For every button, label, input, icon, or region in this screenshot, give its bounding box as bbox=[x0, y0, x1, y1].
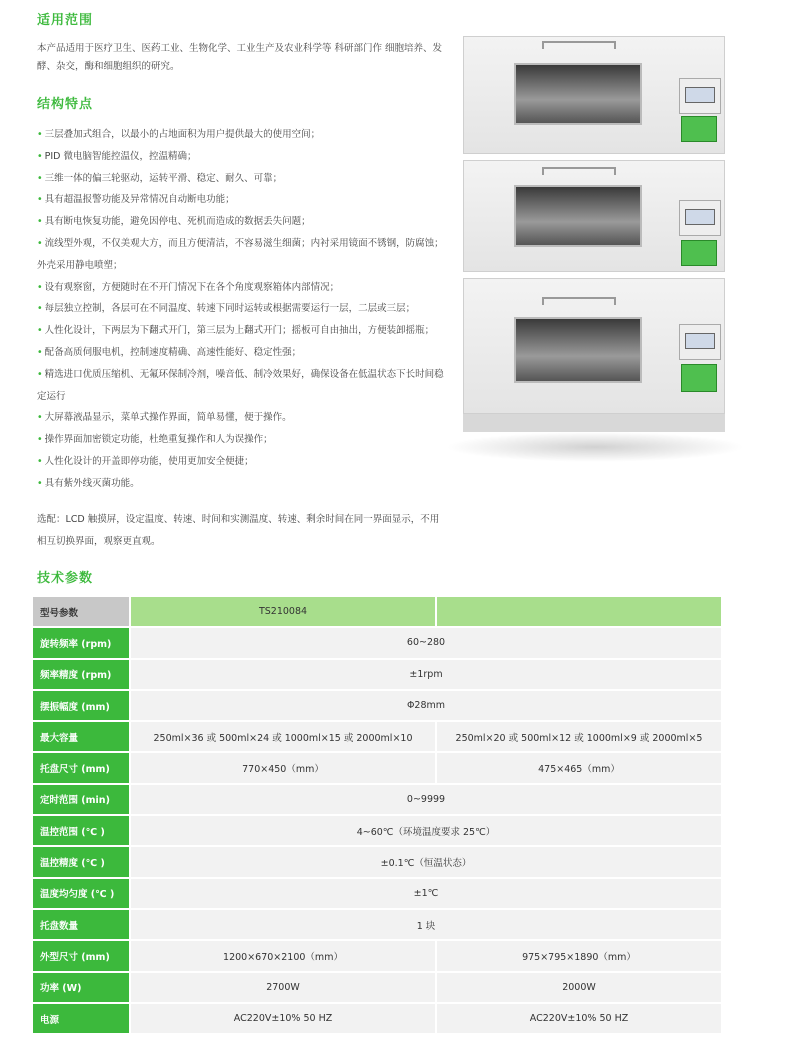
incubator-base bbox=[463, 414, 725, 432]
feature-item: • PID 微电脑智能控温仪，控温精确； bbox=[37, 150, 197, 162]
product-image bbox=[455, 28, 740, 468]
row-label: 电源 bbox=[33, 1003, 130, 1034]
row-label: 摆振幅度 (mm) bbox=[33, 690, 130, 721]
table-header-row bbox=[33, 597, 721, 627]
door-handle bbox=[542, 297, 616, 305]
row-value: 250ml×36 或 500ml×24 或 1000ml×15 或 2000ml×10 bbox=[130, 721, 436, 752]
structure-heading: 结构特点 bbox=[37, 97, 94, 112]
row-label: 频率精度 (rpm) bbox=[33, 659, 130, 690]
door-handle bbox=[542, 167, 616, 175]
feature-item: • 精选进口优质压缩机、无氟环保制冷剂，噪音低、制冷效果好，确保设备在低温状态下长时间稳定运行 bbox=[37, 368, 444, 402]
row-value: 0~9999 bbox=[130, 784, 721, 815]
table-row bbox=[33, 940, 721, 971]
feature-item: • 人性化设计的开盖即停功能，使用更加安全便捷； bbox=[37, 455, 254, 467]
row-label: 最大容量 bbox=[33, 721, 130, 752]
feature-item: • 具有超温报警功能及异常情况自动断电功能； bbox=[37, 194, 235, 206]
specs-heading: 技术参数 bbox=[37, 571, 94, 586]
row-value: 2000W bbox=[436, 972, 721, 1003]
row-value: 60~280 bbox=[130, 627, 721, 658]
header-model: TS210084 bbox=[130, 597, 436, 627]
feature-item: • 人性化设计，下两层为下翻式开门，第三层为上翻式开门；摇板可自由抽出，方便装卸摇瓶； bbox=[37, 325, 435, 337]
feature-item: • 三层叠加式组合，以最小的占地面积为用户提供最大的使用空间； bbox=[37, 129, 321, 140]
row-value: ±0.1℃（恒温状态） bbox=[130, 846, 721, 877]
table-row bbox=[33, 721, 721, 752]
row-value: ±1℃ bbox=[130, 878, 721, 909]
feature-item: • 具有断电恢复功能，避免因停电、死机而造成的数据丢失问题； bbox=[37, 216, 311, 228]
control-display bbox=[679, 324, 721, 360]
spec-table bbox=[33, 597, 721, 1035]
control-buttons-panel bbox=[681, 364, 717, 392]
table-row bbox=[33, 815, 721, 846]
table-row bbox=[33, 627, 721, 658]
row-value: AC220V±10% 50 HZ bbox=[436, 1003, 721, 1034]
row-value: AC220V±10% 50 HZ bbox=[130, 1003, 436, 1034]
door-handle bbox=[542, 41, 616, 49]
row-value: Φ28mm bbox=[130, 690, 721, 721]
table-row bbox=[33, 752, 721, 783]
row-label: 托盘尺寸 (mm) bbox=[33, 752, 130, 783]
scope-heading: 适用范围 bbox=[37, 13, 94, 28]
table-row bbox=[33, 784, 721, 815]
feature-item: • 设有观察窗，方便随时在不开门情况下在各个角度观察箱体内部情况； bbox=[37, 281, 340, 293]
control-buttons-panel bbox=[681, 240, 717, 266]
header-label: 型号参数 bbox=[33, 597, 130, 627]
viewing-window bbox=[514, 317, 642, 383]
header-model-2 bbox=[436, 597, 721, 627]
row-value: 4~60℃（环境温度要求 25℃） bbox=[130, 815, 721, 846]
feature-item: • 大屏幕液晶显示，菜单式操作界面，简单易懂，便于操作。 bbox=[37, 412, 292, 424]
feature-item: • 流线型外观，不仅美观大方，而且方便清洁，不容易滋生细菌；内衬采用镜面不锈钢，防腐蚀；外壳采用静电喷塑； bbox=[37, 237, 444, 271]
row-label: 定时范围 (min) bbox=[33, 784, 130, 815]
table-row bbox=[33, 878, 721, 909]
row-value: ±1rpm bbox=[130, 659, 721, 690]
row-value: 1200×670×2100（mm） bbox=[130, 940, 436, 971]
table-row bbox=[33, 846, 721, 877]
table-row bbox=[33, 972, 721, 1003]
feature-item: • 操作界面加密锁定功能，杜绝重复操作和人为误操作； bbox=[37, 434, 273, 446]
table-row bbox=[33, 1003, 721, 1034]
row-value: 2700W bbox=[130, 972, 436, 1003]
row-label: 温控范围 (℃ ) bbox=[33, 815, 130, 846]
table-row bbox=[33, 909, 721, 940]
floor-shadow bbox=[445, 432, 745, 462]
table-row bbox=[33, 690, 721, 721]
row-value: 770×450（mm） bbox=[130, 752, 436, 783]
feature-item: • 三维一体的偏三轮驱动，运转平滑、稳定、耐久、可靠； bbox=[37, 172, 283, 184]
control-display bbox=[679, 200, 721, 236]
viewing-window bbox=[514, 63, 642, 125]
row-label: 功率 (W) bbox=[33, 972, 130, 1003]
row-label: 托盘数量 bbox=[33, 909, 130, 940]
control-display bbox=[679, 78, 721, 114]
feature-item: • 每层独立控制，各层可在不同温度、转速下同时运转或根据需要运行一层，二层或三层； bbox=[37, 303, 416, 315]
row-value: 475×465（mm） bbox=[436, 752, 721, 783]
row-value: 1 块 bbox=[130, 909, 721, 940]
row-value: 250ml×20 或 500ml×12 或 1000ml×9 或 2000ml×5 bbox=[436, 721, 721, 752]
option-note: 选配：LCD 触摸屏，设定温度、转速、时间和实测温度、转速、剩余时间在同一界面显示，不用相互切换界面，观察更直观。 bbox=[37, 514, 440, 548]
row-label: 旋转频率 (rpm) bbox=[33, 627, 130, 658]
row-value: 975×795×1890（mm） bbox=[436, 940, 721, 971]
viewing-window bbox=[514, 185, 642, 247]
feature-item: • 具有紫外线灭菌功能。 bbox=[37, 477, 140, 489]
row-label: 温度均匀度 (℃ ) bbox=[33, 878, 130, 909]
row-label: 外型尺寸 (mm) bbox=[33, 940, 130, 971]
scope-text: 本产品适用于医疗卫生、医药工业、生物化学、工业生产及农业科学等 科研部门作 细胞培养、发酵、杂交，酶和细胞组织的研究。 bbox=[37, 43, 443, 72]
row-label: 温控精度 (℃ ) bbox=[33, 846, 130, 877]
feature-list bbox=[37, 124, 447, 495]
table-row bbox=[33, 659, 721, 690]
feature-item: • 配备高质伺服电机，控制速度精确、高速性能好、稳定性强； bbox=[37, 346, 302, 358]
control-buttons-panel bbox=[681, 116, 717, 142]
